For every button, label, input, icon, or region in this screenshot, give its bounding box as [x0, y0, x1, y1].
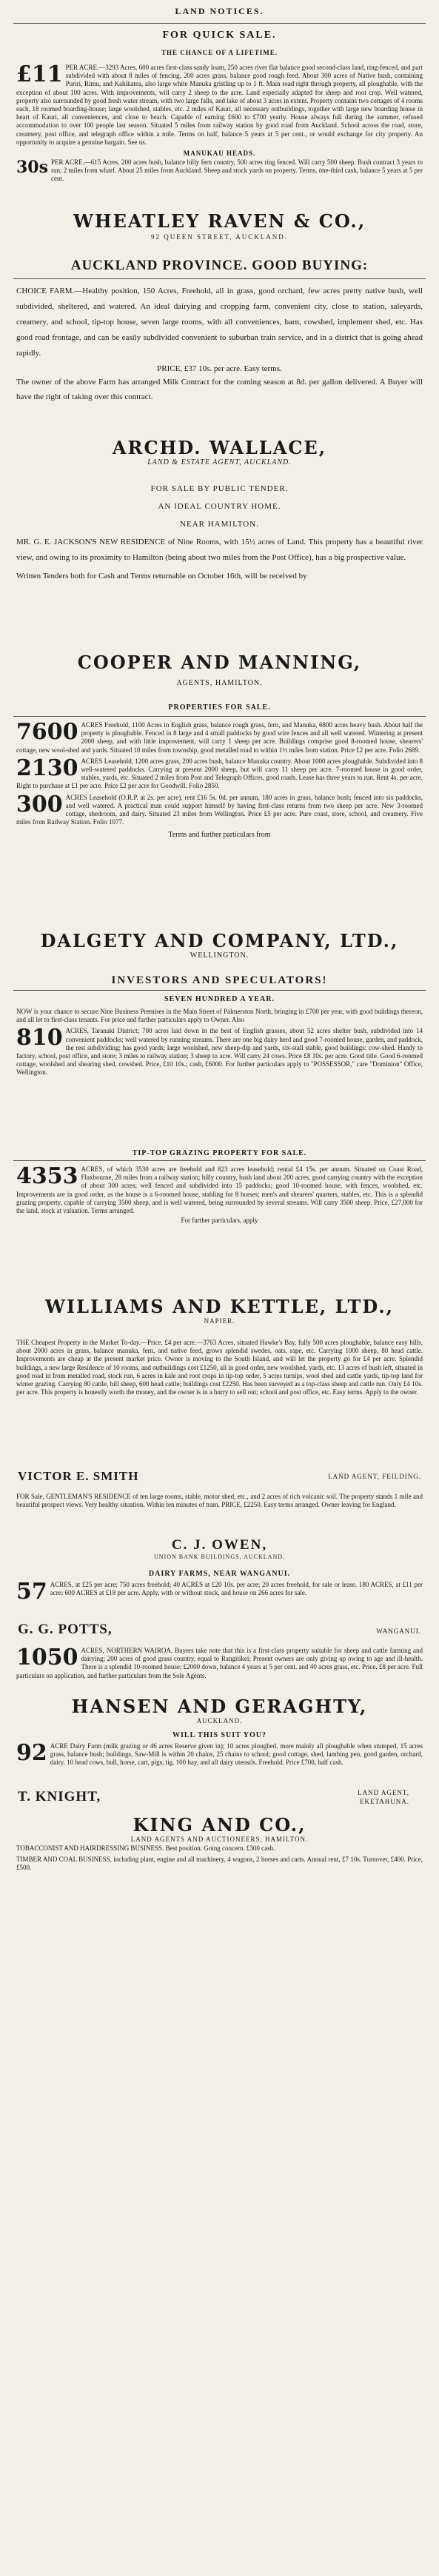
- king-agent: KING AND CO.,: [133, 1814, 306, 1836]
- potts-agent: G. G. POTTS,: [18, 1622, 113, 1637]
- wairoa-text: ACRES, NORTHERN WAIROA. Buyers take note that this is a first-class property suitable for sheep and cattle farming and dairying; 200 acres of good grass country, equal to Rangitikei; Present owners are only giving up owing to age and ill-health. There is a splendid 10-roomed house; £2000 down, balance 4 years at 5 per cent. and 40 acres grass, etc. Price, £8 per acre. Full particulars on application, and further particulars from the Sole Agents.: [16, 1647, 423, 1679]
- knight-right: LAND AGENT,: [358, 1789, 409, 1796]
- auckland-section: [0, 256, 439, 434]
- quick-sale-subtitle: THE CHANCE OF A LIFETIME.: [161, 49, 278, 56]
- dalgety-agent: DALGETY AND COMPANY, LTD.,: [40, 930, 399, 951]
- dalgety-sub: WELLINGTON.: [190, 951, 249, 960]
- investors-title: INVESTORS AND SPECULATORS!: [111, 974, 328, 986]
- wallace-sub: LAND & ESTATE AGENT, AUCKLAND.: [147, 458, 292, 466]
- tender-title: FOR SALE BY PUBLIC TENDER.: [150, 484, 289, 493]
- king-sub: LAND AGENTS AND AUCTIONEERS, HAMILTON.: [130, 1836, 309, 1843]
- king-body: TOBACCONIST AND HAIRDRESSING BUSINESS. Best position. Going concern. £300 cash.: [16, 1844, 275, 1852]
- property-1-text: ACRES Freehold, 1100 Acres in English grass, balance rough grass, fern, and Manuka, 6800 acres heavy bush. About half the property is ploughable. Fenced in 8 large and 4 small paddocks by good wire fences and all well watered. Wintering at present 2000 sheep, and with little improvement, will carry 1 sheep per acre. Buildings comprise good 8-roomed house, shearers' cottage, new wool-shed and yards. Situated 10 miles from township, good metalled road to within 1½ miles from station. Price £2 per acre. Folio 2689.: [16, 721, 423, 754]
- dalgety-agent-block: [0, 930, 439, 968]
- properties-section: [0, 703, 439, 929]
- smith-agent: VICTOR E. SMITH: [18, 1469, 139, 1483]
- wallace-agent: ARCHD. WALLACE,: [112, 437, 327, 458]
- quick-sale-body: [0, 62, 439, 148]
- wheatley-address: 92 QUEEN STREET, AUCKLAND.: [150, 233, 289, 241]
- king-body2: TIMBER AND COAL BUSINESS, including plant, engine and all machinery, 4 wagons, 2 horses and carts. Annual rent, £7 10s. Turnover, £400. Price, £500.: [16, 1856, 423, 1872]
- gentleman-body: FOR Sale, GENTLEMAN'S RESIDENCE of ten large rooms, stable, motor shed, etc., and 2 acres of rich volcanic soil. The property stands 1 mile and beautiful prospect views. Very healthy situation. Within ten minutes of tram. PRICE, £2250. Easy terms arranged. Owner leaving for England.: [16, 1493, 423, 1509]
- cooper-agent: COOPER AND MANNING,: [77, 652, 362, 673]
- tender-body: MR. G. E. JACKSON'S NEW RESIDENCE of Nine Rooms, with 15½ acres of Land. This property has a beautiful river view, and owing to its proximity to Hamilton (being about two miles from the Post Office), has a big prospective value.: [16, 538, 423, 562]
- manukau-subhead: MANUKAU HEADS.: [183, 150, 256, 158]
- williams-sub: NAPIER.: [204, 1317, 235, 1325]
- wheatley-agent-block: [0, 210, 439, 249]
- properties-terms: Terms and further particulars from: [168, 831, 271, 840]
- manukau-body: [0, 157, 439, 185]
- smith-address: LAND AGENT, FEILDING.: [328, 1473, 421, 1480]
- potts-sub: WANGANUI.: [376, 1627, 421, 1635]
- manukau-text: PER ACRE.—615 Acres, 200 acres bush, balance hilly fern country, 500 acres ring fenced. Will carry 500 sheep. Bush contract 3 years to run; 2 miles from wharf. About 25 miles from Auckland. Sheep and stock yards on property. Terms, one-third cash, balance 5 years at 5 per cent.: [51, 158, 423, 183]
- wallace-agent-block: [0, 437, 439, 474]
- manukau-price: 30s: [16, 158, 49, 178]
- auckland-body: CHOICE FARM.—Healthy position, 150 Acres, Freehold, all in grass, good orchard, few acres pretty native bush, well subdivided, sheltered, and watered. An ideal dairying and cropping farm, convenient city, close to station, saleyards, creamery, and school, tip-top house, seven large rooms, with all conveniences, barn, cowshed, implement shed, etc. Has good road frontage, and can be easily subdivided convenient to suburban train service, and in a district that is going ahead rapidly.: [16, 287, 423, 358]
- tender-body2: Written Tenders both for Cash and Terms returnable on October 16th, will be received by: [16, 572, 307, 581]
- investors-sub: SEVEN HUNDRED A YEAR.: [164, 995, 275, 1003]
- hansen-agent: HANSEN AND GERAGHTY,: [71, 1696, 368, 1717]
- suit-acres: 92: [16, 1740, 47, 1766]
- property-3-acres: 300: [16, 791, 63, 817]
- investors-item-text: ACRES, Taranaki District; 700 acres laid down in the best of English grasses, about 52 acres shelter bush, subdivided into 14 convenient paddocks; well watered by running streams. There are one big dairy herd and good 7-roomed house, garden, and paddock, the rest subdividing; has good yards; large woolshed, new sheep-dip and yards, six-stall stable, good buildings: cow-shed. Handy to factory, school, post office, and store; 3 miles to railway station; 3 sheep to acre. Will carry 24 cows. Price £8 10s. per acre. Good title. Good 6-roomed cottage, woolshed and shearing shed, cowshed. Price, £10 10s.; cash, £6000. For further particulars apply to "POSSESSOR," care "Dominion" Office, Wellington.: [16, 1027, 423, 1077]
- tender-sub2: NEAR HAMILTON.: [180, 520, 259, 529]
- dairy-title: DAIRY FARMS, NEAR WANGANUI.: [148, 1570, 291, 1578]
- dairy-item: [0, 1579, 439, 1605]
- property-1-acres: 7600: [16, 719, 78, 745]
- knight-right2: EKETAHUNA.: [359, 1798, 409, 1805]
- tender-sub1: AN IDEAL COUNTRY HOME.: [158, 502, 281, 511]
- property-2-acres: 2130: [16, 755, 78, 781]
- knight-agent: T. KNIGHT,: [18, 1789, 101, 1804]
- owen-sub: UNION BANK BUILDINGS, AUCKLAND.: [154, 1553, 285, 1560]
- suit-section: [0, 1731, 439, 1789]
- cheapest-section: [0, 1337, 439, 1469]
- investors-item: [0, 1026, 439, 1078]
- tiptop-section: [0, 1149, 439, 1296]
- dairy-acres: 57: [16, 1579, 47, 1605]
- dairy-text: ACRES, at £25 per acre; 750 acres freehold; 40 ACRES at £20 10s. per acre; 20 acres freehold, for sale or lease. 180 ACRES, at £11 per acre; 600 ACRES at £18 per acre. Apply, with or without stock, and house on 266 acres for sale.: [50, 1581, 423, 1597]
- wairoa-item: [0, 1645, 439, 1682]
- wairoa-section: [0, 1645, 439, 1696]
- owen-agent-block: [0, 1537, 439, 1565]
- cheapest-body: THE Cheapest Property in the Market To-day.—Price, £4 per acre.—3763 Acres, situated Hawke's Bay, fully 500 acres ploughable, balance easy hills, about 2000 acres in grass, balance manuka, fern, and native feed, grows splendid swedes, oats, rape, etc. Carrying 1000 sheep, 80 head cattle. Improvements are cheap at the present market price. Owner is moving to the South Island, and will let the property go for £4 per acre. Splendid buildings, a new large Residence of 10 rooms, and outbuildings cost £1250, all in good order, new woolshed, yards, etc. 13 acres of bush left, situated in good road in from metalled road, stock run, 6 acres in kale and root crops in tip-top order, 5 acres turnips, wool shed and cattle yards, tip-top land for winter grazing. Carrying 80 cattle, hill sheep, 600 head cattle; buildings cost £2250. Has been surveyed as a top-class sheep and cattle run. Only £4 10s. per acre. This property is honestly worth the money, and the owner is in a hurry to sell out; school and post office, etc. Easy terms. Apply to the owner.: [16, 1339, 423, 1396]
- tender-section: [0, 484, 439, 650]
- properties-title: PROPERTIES FOR SALE.: [168, 703, 271, 712]
- tiptop-item: [0, 1164, 439, 1217]
- owen-agent: C. J. OWEN,: [171, 1537, 268, 1553]
- quick-sale-section: [0, 0, 439, 212]
- cooper-sub: AGENTS, HAMILTON.: [176, 679, 263, 687]
- wheatley-agent: WHEATLEY RAVEN & CO.,: [73, 210, 366, 232]
- smith-agent-block: [0, 1469, 439, 1487]
- page-blank-area: [0, 1881, 439, 2576]
- gentleman-section: [0, 1491, 439, 1536]
- tiptop-title: TIP-TOP GRAZING PROPERTY FOR SALE.: [132, 1149, 307, 1157]
- suit-title: WILL THIS SUIT YOU?: [172, 1731, 267, 1739]
- property-item-1: [0, 720, 439, 756]
- auckland-title: AUCKLAND PROVINCE. GOOD BUYING:: [70, 258, 369, 273]
- tiptop-acres: 4353: [16, 1163, 78, 1189]
- investors-body: NOW is your chance to secure Nine Business Premises in the Main Street of Palmerston North, bringing in £700 per year, with good buildings thereon, and all let to first-class tenants. For price and further particulars apply to Owner. Also: [16, 1008, 423, 1024]
- investors-section: [0, 974, 439, 1145]
- suit-item: [0, 1741, 439, 1769]
- investors-acres: 810: [16, 1025, 63, 1051]
- property-item-3: [0, 792, 439, 829]
- hansen-agent-block: [0, 1696, 439, 1727]
- suit-text: ACRE Dairy Farm (milk grazing or 46 acres Reserve given in); 10 acres ploughed, more mainly all ploughable when stumped, 15 acres grass, balance bush; buildings, Saw-Mill is within 20 chains, 25 chains to school; good cottage, shed, lambing pen, good garden, orchard, dairy. 10 head cows, bull, horse, cart, pigs, tig. 100 hay, and all dairy utensils. Freehold. Price £700, half cash.: [50, 1742, 423, 1767]
- tiptop-footer: For further particulars, apply: [181, 1217, 258, 1225]
- knight-agent-block: [0, 1789, 439, 1811]
- wairoa-acres: 1050: [16, 1645, 78, 1670]
- auckland-price: PRICE, £37 10s. per acre. Easy terms.: [157, 364, 282, 373]
- hansen-sub: AUCKLAND.: [196, 1717, 243, 1724]
- auckland-body2: The owner of the above Farm has arranged Milk Contract for the coming season at 8d. per gallon delivered. A Buyer will have the right of taking over this contract.: [16, 378, 423, 401]
- quick-sale-title: FOR QUICK SALE.: [162, 30, 277, 41]
- property-2-text: ACRES Leasehold, 1200 acres grass, 200 acres bush, balance Manuka country. About 1000 acres ploughable. Subdivided into 8 well-watered paddocks. Carrying at present 2000 sheep, but will carry 11 sheep per acre. 7-roomed house in good order, stables, yards, etc. Situated 2 miles from Post and Telegraph Offices, good roads. Lease has three years to run. Rent 4s. per acre. Right to purchase at £1 per acre. Price £2 per acre for Goodwill. Folio 2850.: [16, 757, 423, 790]
- quick-sale-price: £11: [16, 61, 63, 87]
- cooper-agent-block: [0, 652, 439, 693]
- property-item-2: [0, 756, 439, 792]
- potts-agent-block: [0, 1622, 439, 1641]
- king-section: [0, 1814, 439, 1879]
- property-3-text: ACRES Leasehold (O.R.P. at 2s. per acre), rent £16 5s. 0d. per annum, 180 acres in grass, balance bush; fenced into six paddocks, and well watered. A practical man could support himself by having first-class returns from two sheep per acre. New 3-roomed cottage, shedroom, and dairy. Situated 23 miles from Wellington. Price £5 per acre. Pure coast, store, school, and creamery. Five miles from Railway Station. Folio 1077.: [16, 793, 423, 826]
- williams-agent-block: [0, 1296, 439, 1331]
- dairy-section: [0, 1570, 439, 1623]
- quick-sale-text: PER ACRE.—3293 Acres, 600 acres first-class sandy loam, 250 acres river flat balance good second-class land, ring-fenced, and part subdivided with about 8 miles of fencing, 200 acres grass, balance good rough feed. About 300 acres of Native bush, containing Puriri, Rimu, and Kahikatea, also large white Manuka gristling up to 1 ft. Main road right through property, all ploughable, with the exception of about 100 acres. With improvements, will carry 2 sheep to the acre. Land especially adapted for sheep and root crop. Well watered, property also surrounded by good fresh water stream, with two large falls, and lake of about 3 acres in extent. Property contains two cottages of 4 rooms each, 18 roomed boarding-house; large woolshed, stables, etc. 2 miles of Kauri, all necessary outbuildings, together with large new boarding house in heart of Kauri, all conveniences, and close to beach. Capable of earning £600 to £700 yearly. House always full during the summer, refused accommodation to over 100 people last season. Situated 5 miles from railway station by good road from Auckland. School across the road, store, creamery, post office, and telegraph office within a mile. Terms on half, balance 5 years at 5 per cent., or would exchange for city property. An opportunity to acquire a genuine bargain. See us.: [16, 64, 423, 146]
- williams-agent: WILLIAMS AND KETTLE, LTD.,: [44, 1296, 395, 1317]
- tiptop-text: ACRES, of which 3530 acres are freehold and 823 acres leasehold; rental £4 15s. per annum. Situated on Coast Road, Flaxbourne, 28 miles from a railway station; hilly country, bush land about 200 acres, good carrying country with the exception of about 300 acres; well fenced and subdivided into 15 paddocks; good 10-roomed house, with fences, woolshed, etc. Improvements are in good order, as the house is a 6-roomed house, stabling for 8 horses; men's and shearers' quarters, stables, etc. This is a splendid grazing property, capable of carrying 3500 sheep, and is well watered, being surrounded by several streams. Will carry 3500 sheep. Price, £27,000 for the land, stock at valuation. Terms arranged.: [16, 1165, 423, 1215]
- page-header-title: LAND NOTICES.: [175, 6, 264, 16]
